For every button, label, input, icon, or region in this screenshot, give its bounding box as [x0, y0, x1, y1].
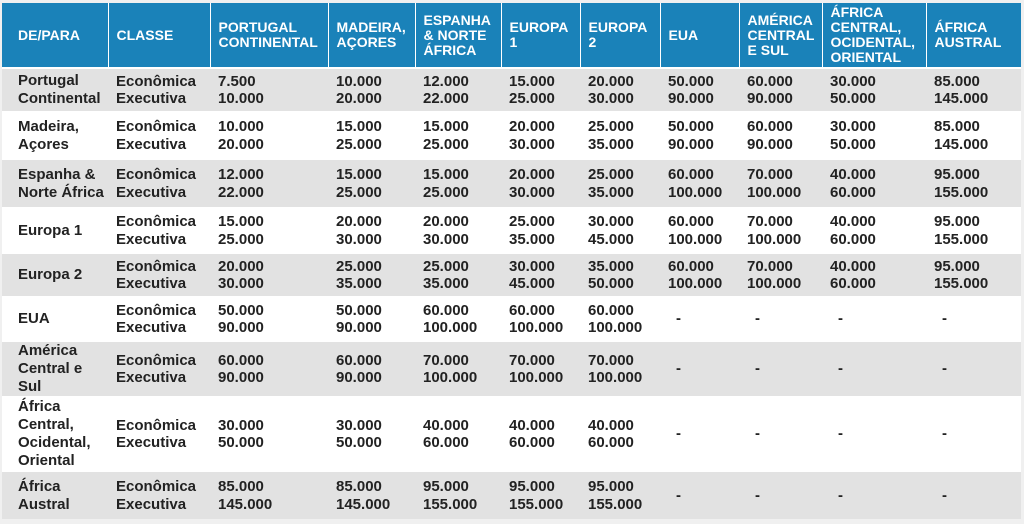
miles-economica: 70.000 [747, 257, 793, 275]
class-executiva: Executiva [116, 319, 187, 336]
miles-cell [926, 341, 1021, 397]
miles-cell [926, 159, 1021, 208]
miles-cell [822, 253, 926, 297]
header-madeira-acores: MADEIRA, AÇORES [328, 3, 415, 68]
miles-executiva: 60.000 [588, 434, 634, 451]
miles-economica: 40.000 [830, 213, 876, 230]
miles-cell [822, 471, 926, 519]
miles-economica: 20.000 [423, 213, 469, 230]
miles-cell [660, 297, 739, 341]
miles-economica: 15.000 [218, 213, 264, 230]
miles-economica: 25.000 [509, 213, 555, 230]
miles-economica: 70.000 [747, 213, 793, 230]
miles-executiva: 25.000 [509, 90, 555, 107]
miles-cell [660, 341, 739, 397]
table-row [2, 253, 1021, 297]
miles-executiva: 90.000 [668, 90, 714, 107]
miles-cell [660, 253, 739, 297]
miles-cell [415, 297, 501, 341]
miles-economica: 85.000 [336, 478, 382, 495]
origin-cell: América Central e Sul [2, 341, 108, 397]
table-row [2, 471, 1021, 519]
class-executiva: Executiva [116, 434, 187, 451]
miles-cell [415, 253, 501, 297]
miles-cell [210, 253, 328, 297]
miles-economica: 20.000 [509, 166, 555, 183]
miles-cell [210, 397, 328, 471]
miles-cell [501, 253, 580, 297]
miles-executiva: 155.000 [588, 495, 643, 513]
miles-economica: 60.000 [668, 257, 714, 275]
origin-cell: EUA [2, 297, 108, 341]
miles-economica: 60.000 [747, 72, 793, 90]
miles-economica: 95.000 [934, 213, 980, 230]
miles-economica: 85.000 [934, 118, 980, 135]
miles-cell [580, 341, 660, 397]
miles-executiva: 30.000 [218, 275, 264, 292]
miles-cell [822, 208, 926, 253]
origin-cell: África Central, Ocidental, Oriental [2, 397, 108, 471]
miles-executiva: 145.000 [336, 495, 391, 513]
miles-executiva: 25.000 [423, 135, 469, 153]
miles-executiva: 155.000 [509, 495, 564, 513]
miles-economica: 40.000 [588, 416, 634, 434]
miles-executiva: 145.000 [934, 90, 989, 107]
miles-cell [739, 159, 822, 208]
miles-economica: 60.000 [509, 301, 555, 319]
not-available: - [838, 360, 843, 378]
miles-cell [328, 471, 415, 519]
miles-economica: 85.000 [218, 478, 264, 495]
miles-executiva: 50.000 [588, 275, 634, 292]
class-economica: Econômica [116, 213, 197, 230]
miles-executiva: 50.000 [830, 90, 876, 107]
header-eua: EUA [660, 3, 739, 68]
origin-cell: Madeira, Açores [2, 112, 108, 159]
miles-economica: 30.000 [336, 416, 382, 434]
miles-economica: 50.000 [668, 72, 714, 90]
miles-cell [822, 68, 926, 112]
class-economica: Econômica [116, 416, 197, 434]
miles-executiva: 100.000 [668, 230, 723, 248]
miles-cell [210, 341, 328, 397]
miles-cell [415, 397, 501, 471]
miles-economica: 60.000 [336, 351, 382, 369]
table-row [2, 397, 1021, 471]
miles-cell [501, 471, 580, 519]
miles-executiva: 60.000 [830, 183, 876, 201]
miles-economica: 60.000 [747, 118, 793, 135]
miles-executiva: 60.000 [423, 434, 469, 451]
miles-executiva: 22.000 [218, 183, 264, 201]
origin-cell: África Austral [2, 471, 108, 519]
miles-economica: 50.000 [668, 118, 714, 135]
miles-cell [328, 253, 415, 297]
miles-cell [739, 68, 822, 112]
not-available: - [676, 486, 681, 504]
miles-executiva: 100.000 [423, 319, 478, 336]
not-available: - [676, 425, 681, 443]
class-cell [108, 471, 210, 519]
miles-cell [501, 112, 580, 159]
miles-cell [501, 297, 580, 341]
miles-cell [580, 297, 660, 341]
miles-cell [660, 208, 739, 253]
miles-executiva: 155.000 [934, 230, 989, 248]
not-available: - [755, 486, 760, 504]
class-economica: Econômica [116, 166, 197, 183]
miles-executiva: 35.000 [588, 135, 634, 153]
miles-cell [660, 159, 739, 208]
miles-executiva: 60.000 [509, 434, 555, 451]
miles-executiva: 25.000 [336, 135, 382, 153]
miles-executiva: 30.000 [336, 230, 382, 248]
miles-executiva: 90.000 [218, 319, 264, 336]
miles-cell [501, 159, 580, 208]
miles-executiva: 22.000 [423, 90, 469, 107]
miles-cell [415, 112, 501, 159]
miles-cell [210, 159, 328, 208]
miles-executiva: 30.000 [509, 135, 555, 153]
table-row [2, 68, 1021, 112]
miles-executiva: 155.000 [423, 495, 478, 513]
miles-executiva: 100.000 [423, 369, 478, 386]
miles-executiva: 90.000 [336, 319, 382, 336]
miles-economica: 15.000 [423, 166, 469, 183]
miles-economica: 25.000 [588, 166, 634, 183]
miles-cell [926, 297, 1021, 341]
miles-economica: 15.000 [336, 166, 382, 183]
not-available: - [838, 310, 843, 328]
table-row [2, 341, 1021, 397]
not-available: - [755, 425, 760, 443]
not-available: - [942, 486, 947, 504]
miles-cell [210, 112, 328, 159]
origin-cell: Europa 1 [2, 208, 108, 253]
miles-executiva: 25.000 [336, 183, 382, 201]
miles-cell [580, 208, 660, 253]
miles-executiva: 45.000 [588, 230, 634, 248]
class-economica: Econômica [116, 301, 197, 319]
not-available: - [942, 425, 947, 443]
miles-cell [415, 471, 501, 519]
miles-executiva: 50.000 [336, 434, 382, 451]
miles-economica: 20.000 [336, 213, 382, 230]
header-america-central-sul: AMÉRICA CENTRAL E SUL [739, 3, 822, 68]
class-executiva: Executiva [116, 230, 187, 248]
not-available: - [676, 310, 681, 328]
miles-cell [822, 397, 926, 471]
miles-economica: 50.000 [218, 301, 264, 319]
miles-executiva: 30.000 [509, 183, 555, 201]
miles-executiva: 35.000 [509, 230, 555, 248]
not-available: - [942, 310, 947, 328]
miles-cell [739, 397, 822, 471]
miles-economica: 20.000 [509, 118, 555, 135]
miles-economica: 95.000 [588, 478, 634, 495]
miles-executiva: 100.000 [668, 183, 723, 201]
miles-economica: 20.000 [218, 257, 264, 275]
miles-executiva: 25.000 [423, 183, 469, 201]
miles-economica: 15.000 [336, 118, 382, 135]
miles-executiva: 155.000 [934, 275, 989, 292]
class-cell [108, 208, 210, 253]
class-economica: Econômica [116, 118, 197, 135]
table-row [2, 159, 1021, 208]
miles-economica: 60.000 [668, 166, 714, 183]
miles-executiva: 90.000 [747, 135, 793, 153]
class-cell [108, 397, 210, 471]
class-cell [108, 341, 210, 397]
miles-cell [501, 341, 580, 397]
miles-cell [739, 253, 822, 297]
award-chart-table [2, 3, 1021, 519]
miles-economica: 20.000 [588, 72, 634, 90]
origin-cell: Espanha & Norte África [2, 159, 108, 208]
miles-economica: 85.000 [934, 72, 980, 90]
table-row [2, 112, 1021, 159]
miles-cell [328, 68, 415, 112]
miles-economica: 70.000 [747, 166, 793, 183]
miles-cell [822, 297, 926, 341]
miles-economica: 60.000 [218, 351, 264, 369]
miles-cell [328, 341, 415, 397]
miles-executiva: 100.000 [747, 275, 802, 292]
miles-cell [822, 341, 926, 397]
miles-cell [580, 253, 660, 297]
not-available: - [755, 360, 760, 378]
miles-executiva: 155.000 [934, 183, 989, 201]
header-classe: CLASSE [108, 3, 210, 68]
miles-executiva: 35.000 [423, 275, 469, 292]
miles-cell [580, 68, 660, 112]
miles-executiva: 90.000 [668, 135, 714, 153]
header-africa-central: ÁFRICA CENTRAL, OCIDENTAL, ORIENTAL [822, 3, 926, 68]
origin-cell: Portugal Continental [2, 68, 108, 112]
miles-economica: 10.000 [336, 72, 382, 90]
miles-cell [660, 68, 739, 112]
miles-economica: 25.000 [336, 257, 382, 275]
class-cell [108, 68, 210, 112]
miles-executiva: 60.000 [830, 230, 876, 248]
not-available: - [755, 310, 760, 328]
miles-economica: 60.000 [423, 301, 469, 319]
class-economica: Econômica [116, 478, 197, 495]
miles-economica: 50.000 [336, 301, 382, 319]
miles-executiva: 100.000 [588, 319, 643, 336]
table-header-row [2, 3, 1021, 68]
miles-economica: 40.000 [509, 416, 555, 434]
miles-cell [739, 112, 822, 159]
class-cell [108, 112, 210, 159]
miles-economica: 7.500 [218, 72, 256, 90]
miles-cell [210, 68, 328, 112]
class-economica: Econômica [116, 257, 197, 275]
miles-economica: 30.000 [830, 118, 876, 135]
miles-executiva: 100.000 [668, 275, 723, 292]
miles-economica: 40.000 [830, 166, 876, 183]
not-available: - [838, 425, 843, 443]
miles-executiva: 50.000 [830, 135, 876, 153]
miles-cell [328, 112, 415, 159]
miles-economica: 40.000 [830, 257, 876, 275]
not-available: - [942, 360, 947, 378]
miles-cell [328, 208, 415, 253]
miles-economica: 12.000 [218, 166, 264, 183]
miles-executiva: 90.000 [336, 369, 382, 386]
miles-cell [501, 68, 580, 112]
miles-cell [739, 208, 822, 253]
miles-cell [580, 471, 660, 519]
miles-economica: 35.000 [588, 257, 634, 275]
miles-economica: 25.000 [423, 257, 469, 275]
miles-cell [328, 397, 415, 471]
miles-economica: 60.000 [588, 301, 634, 319]
class-executiva: Executiva [116, 369, 187, 386]
miles-economica: 25.000 [588, 118, 634, 135]
miles-cell [580, 397, 660, 471]
miles-executiva: 145.000 [218, 495, 273, 513]
class-executiva: Executiva [116, 90, 187, 107]
miles-executiva: 30.000 [423, 230, 469, 248]
header-de-para: DE/PARA [2, 3, 108, 68]
miles-executiva: 90.000 [218, 369, 264, 386]
miles-economica: 40.000 [423, 416, 469, 434]
miles-economica: 70.000 [423, 351, 469, 369]
miles-economica: 95.000 [934, 257, 980, 275]
miles-cell [210, 208, 328, 253]
miles-executiva: 50.000 [218, 434, 264, 451]
miles-economica: 95.000 [509, 478, 555, 495]
miles-cell [415, 341, 501, 397]
miles-cell [926, 471, 1021, 519]
origin-cell: Europa 2 [2, 253, 108, 297]
miles-cell [926, 397, 1021, 471]
class-executiva: Executiva [116, 495, 187, 513]
miles-cell [739, 297, 822, 341]
miles-economica: 30.000 [218, 416, 264, 434]
miles-economica: 95.000 [423, 478, 469, 495]
miles-cell [501, 397, 580, 471]
header-portugal-continental: PORTUGAL CONTINENTAL [210, 3, 328, 68]
miles-executiva: 145.000 [934, 135, 989, 153]
miles-economica: 95.000 [934, 166, 980, 183]
miles-economica: 70.000 [588, 351, 634, 369]
miles-executiva: 60.000 [830, 275, 876, 292]
miles-economica: 15.000 [423, 118, 469, 135]
miles-executiva: 35.000 [336, 275, 382, 292]
miles-cell [328, 159, 415, 208]
miles-cell [580, 112, 660, 159]
class-cell [108, 253, 210, 297]
header-espanha-norte-africa: ESPANHA & NORTE ÁFRICA [415, 3, 501, 68]
miles-cell [660, 471, 739, 519]
miles-cell [660, 397, 739, 471]
miles-cell [501, 208, 580, 253]
class-executiva: Executiva [116, 135, 187, 153]
miles-cell [822, 112, 926, 159]
miles-executiva: 100.000 [509, 319, 564, 336]
miles-cell [660, 112, 739, 159]
class-executiva: Executiva [116, 183, 187, 201]
header-africa-austral: ÁFRICA AUSTRAL [926, 3, 1021, 68]
miles-economica: 15.000 [509, 72, 555, 90]
class-cell [108, 297, 210, 341]
miles-economica: 70.000 [509, 351, 555, 369]
class-economica: Econômica [116, 72, 197, 90]
table-row [2, 208, 1021, 253]
miles-cell [210, 297, 328, 341]
table-body [2, 68, 1021, 519]
miles-economica: 60.000 [668, 213, 714, 230]
not-available: - [838, 486, 843, 504]
miles-economica: 12.000 [423, 72, 469, 90]
miles-economica: 30.000 [509, 257, 555, 275]
miles-cell [926, 253, 1021, 297]
miles-cell [580, 159, 660, 208]
miles-economica: 30.000 [830, 72, 876, 90]
miles-executiva: 20.000 [218, 135, 264, 153]
miles-economica: 30.000 [588, 213, 634, 230]
miles-cell [926, 112, 1021, 159]
miles-cell [739, 471, 822, 519]
miles-executiva: 25.000 [218, 230, 264, 248]
header-europa-2: EUROPA 2 [580, 3, 660, 68]
miles-executiva: 35.000 [588, 183, 634, 201]
class-executiva: Executiva [116, 275, 187, 292]
miles-cell [415, 208, 501, 253]
miles-cell [739, 341, 822, 397]
miles-executiva: 20.000 [336, 90, 382, 107]
miles-executiva: 100.000 [588, 369, 643, 386]
class-cell [108, 159, 210, 208]
miles-cell [415, 68, 501, 112]
class-economica: Econômica [116, 351, 197, 369]
miles-cell [415, 159, 501, 208]
miles-cell [822, 159, 926, 208]
miles-cell [210, 471, 328, 519]
table-row [2, 297, 1021, 341]
miles-executiva: 30.000 [588, 90, 634, 107]
miles-executiva: 100.000 [747, 230, 802, 248]
header-europa-1: EUROPA 1 [501, 3, 580, 68]
miles-executiva: 45.000 [509, 275, 555, 292]
not-available: - [676, 360, 681, 378]
miles-economica: 10.000 [218, 118, 264, 135]
miles-executiva: 100.000 [509, 369, 564, 386]
miles-executiva: 100.000 [747, 183, 802, 201]
miles-executiva: 90.000 [747, 90, 793, 107]
miles-cell [926, 208, 1021, 253]
miles-executiva: 10.000 [218, 90, 264, 107]
miles-cell [926, 68, 1021, 112]
miles-cell [328, 297, 415, 341]
